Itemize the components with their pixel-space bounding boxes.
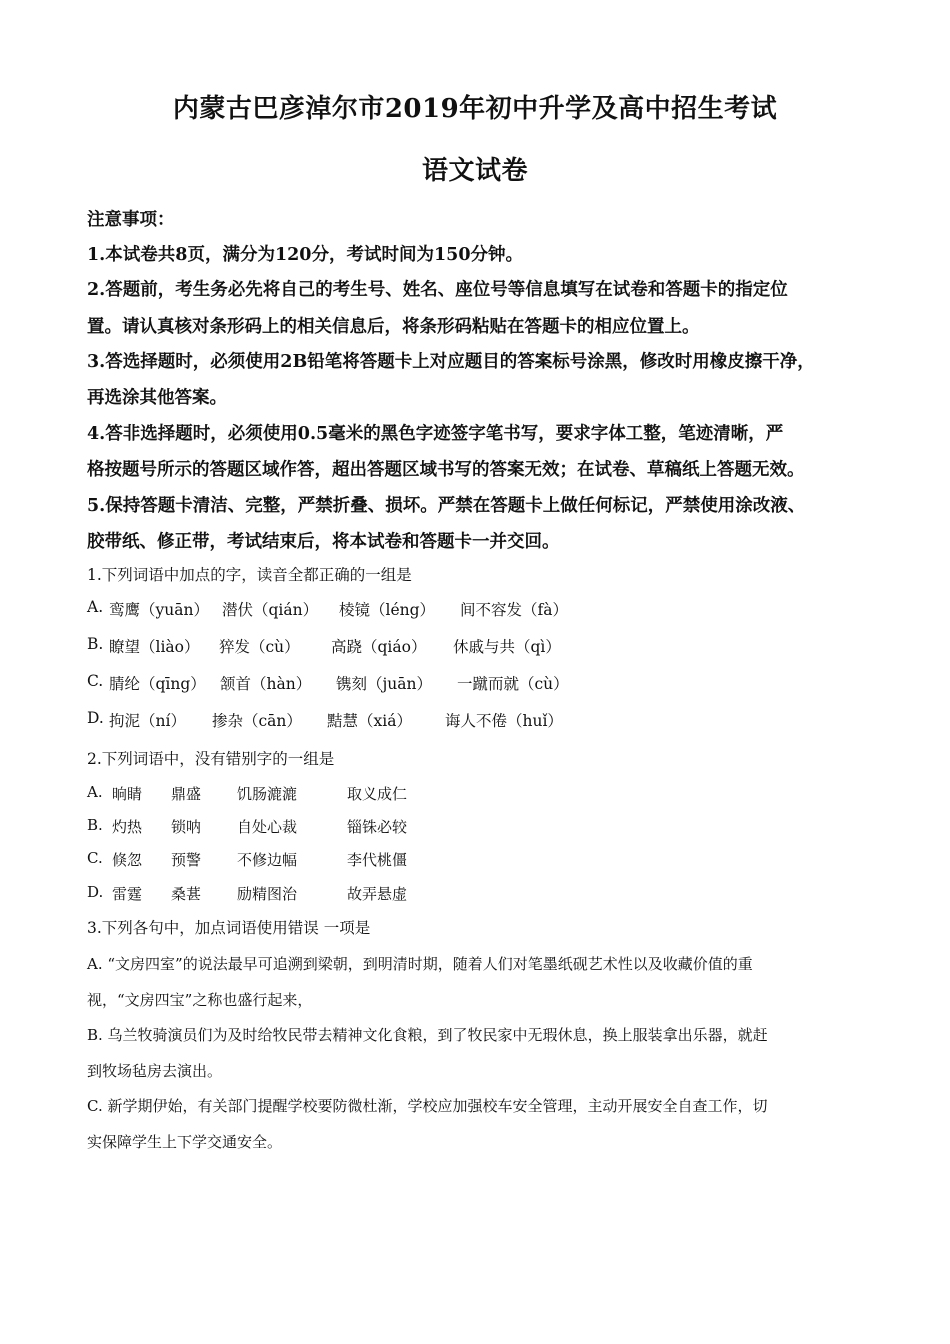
option-item: 不修边幅 [237, 851, 298, 869]
option-item: 桑葚 [171, 885, 202, 903]
question-3-line: 实保障学生上下学交通安全。 [87, 1133, 283, 1151]
option-item: 掺杂（cān） [212, 712, 302, 730]
option-item: 腈纶（qīng） [109, 675, 206, 693]
option-item: 故弄悬虚 [347, 885, 408, 903]
option-item: 鸾鹰（yuān） [109, 601, 209, 619]
option-item: 雷霆 [112, 885, 143, 903]
option-item: 李代桃僵 [347, 851, 408, 869]
option-item: 灼热 [112, 818, 143, 836]
option-item: 休戚与共（qì） [453, 638, 561, 656]
option-item: 晌睛 [112, 785, 143, 803]
option-item: 高跷（qiáo） [331, 638, 427, 656]
option-label: D. [87, 883, 104, 901]
option-item: 猝发（cù） [219, 638, 300, 656]
option-item: 励精图治 [237, 885, 298, 903]
option-item: 自处心裁 [237, 818, 298, 836]
option-item: 锁呐 [171, 818, 202, 836]
option-item: 镌刻（juān） [336, 675, 433, 693]
question-3-line: 视，“文房四宝”之称也盛行起来， [87, 991, 313, 1009]
option-item: 一蹴而就（cù） [457, 675, 569, 693]
notice-line: 2.答题前，考生务必先将自己的考生号、姓名、座位号等信息填写在试卷和答题卡的指定位 [87, 280, 788, 300]
notice-line: 置。请认真核对条形码上的相关信息后，将条形码粘贴在答题卡的相应位置上。 [87, 317, 700, 337]
option-item: 拘泥（ní） [109, 712, 186, 730]
option-item: 瞭望（liào） [109, 638, 200, 656]
option-item: 间不容发（fà） [460, 601, 568, 619]
option-item: 棱镜（léng） [339, 601, 436, 619]
option-item: 鼎盛 [171, 785, 202, 803]
option-item: 取义成仁 [347, 785, 408, 803]
option-label: B. [87, 635, 104, 653]
option-label: D. [87, 709, 104, 727]
notice-line: 5.保持答题卡清洁、完整，严禁折叠、损坏。严禁在答题卡上做任何标记，严禁使用涂改液、 [87, 496, 806, 516]
option-label: C. [87, 849, 103, 867]
option-item: 诲人不倦（huǐ） [445, 712, 563, 730]
option-label: A. [87, 783, 103, 801]
option-label: B. [87, 816, 103, 834]
question-3-line: B. 乌兰牧骑演员们为及时给牧民带去精神文化食粮，到了牧民家中无瑕休息，换上服装拿出乐器，就赶 [87, 1026, 768, 1044]
question-3-line: 到牧场毡房去演出。 [87, 1062, 223, 1080]
exam-title: 内蒙古巴彦淖尔市2019年初中升学及高中招生考试 [172, 94, 778, 124]
option-item: 黠慧（xiá） [327, 712, 412, 730]
notice-line: 3.答选择题时，必须使用2B铅笔将答题卡上对应题目的答案标号涂黑，修改时用橡皮擦干净， [87, 352, 815, 372]
option-item: 锱铢必较 [347, 818, 408, 836]
notice-line: 4.答非选择题时，必须使用0.5毫米的黑色字迹签字笔书写，要求字体工整，笔迹清晰，严 [87, 424, 784, 444]
option-item: 潜伏（qián） [222, 601, 319, 619]
notice-heading: 注意事项： [87, 210, 175, 230]
option-label: C. [87, 672, 104, 690]
question-3-line: C. 新学期伊始，有关部门提醒学校要防微杜渐，学校应加强校车安全管理，主动开展安全自查工作，切 [87, 1097, 768, 1115]
exam-subtitle: 语文试卷 [421, 156, 528, 186]
question-1-stem: 1.下列词语中加点的字，读音全都正确的一组是 [87, 566, 412, 584]
option-label: A. [87, 598, 104, 616]
notice-line: 格按题号所示的答题区域作答，超出答题区域书写的答案无效；在试卷、草稿纸上答题无效。 [87, 460, 805, 480]
question-3-stem: 3.下列各句中，加点词语使用错误 一项是 [87, 919, 371, 937]
option-item: 饥肠漉漉 [237, 785, 298, 803]
notice-line: 1.本试卷共8页，满分为120分，考试时间为150分钟。 [87, 245, 524, 265]
question-3-line: A. “文房四室”的说法最早可追溯到梁朝，到明清时期，随着人们对笔墨纸砚艺术性以及收藏价值的重 [87, 955, 753, 973]
notice-line: 胶带纸、修正带，考试结束后，将本试卷和答题卡一并交回。 [87, 532, 560, 552]
option-item: 预警 [171, 851, 202, 869]
option-item: 倏忽 [112, 851, 143, 869]
notice-line: 再选涂其他答案。 [87, 388, 227, 408]
question-2-stem: 2.下列词语中，没有错别字的一组是 [87, 750, 335, 768]
option-item: 颔首（hàn） [220, 675, 312, 693]
